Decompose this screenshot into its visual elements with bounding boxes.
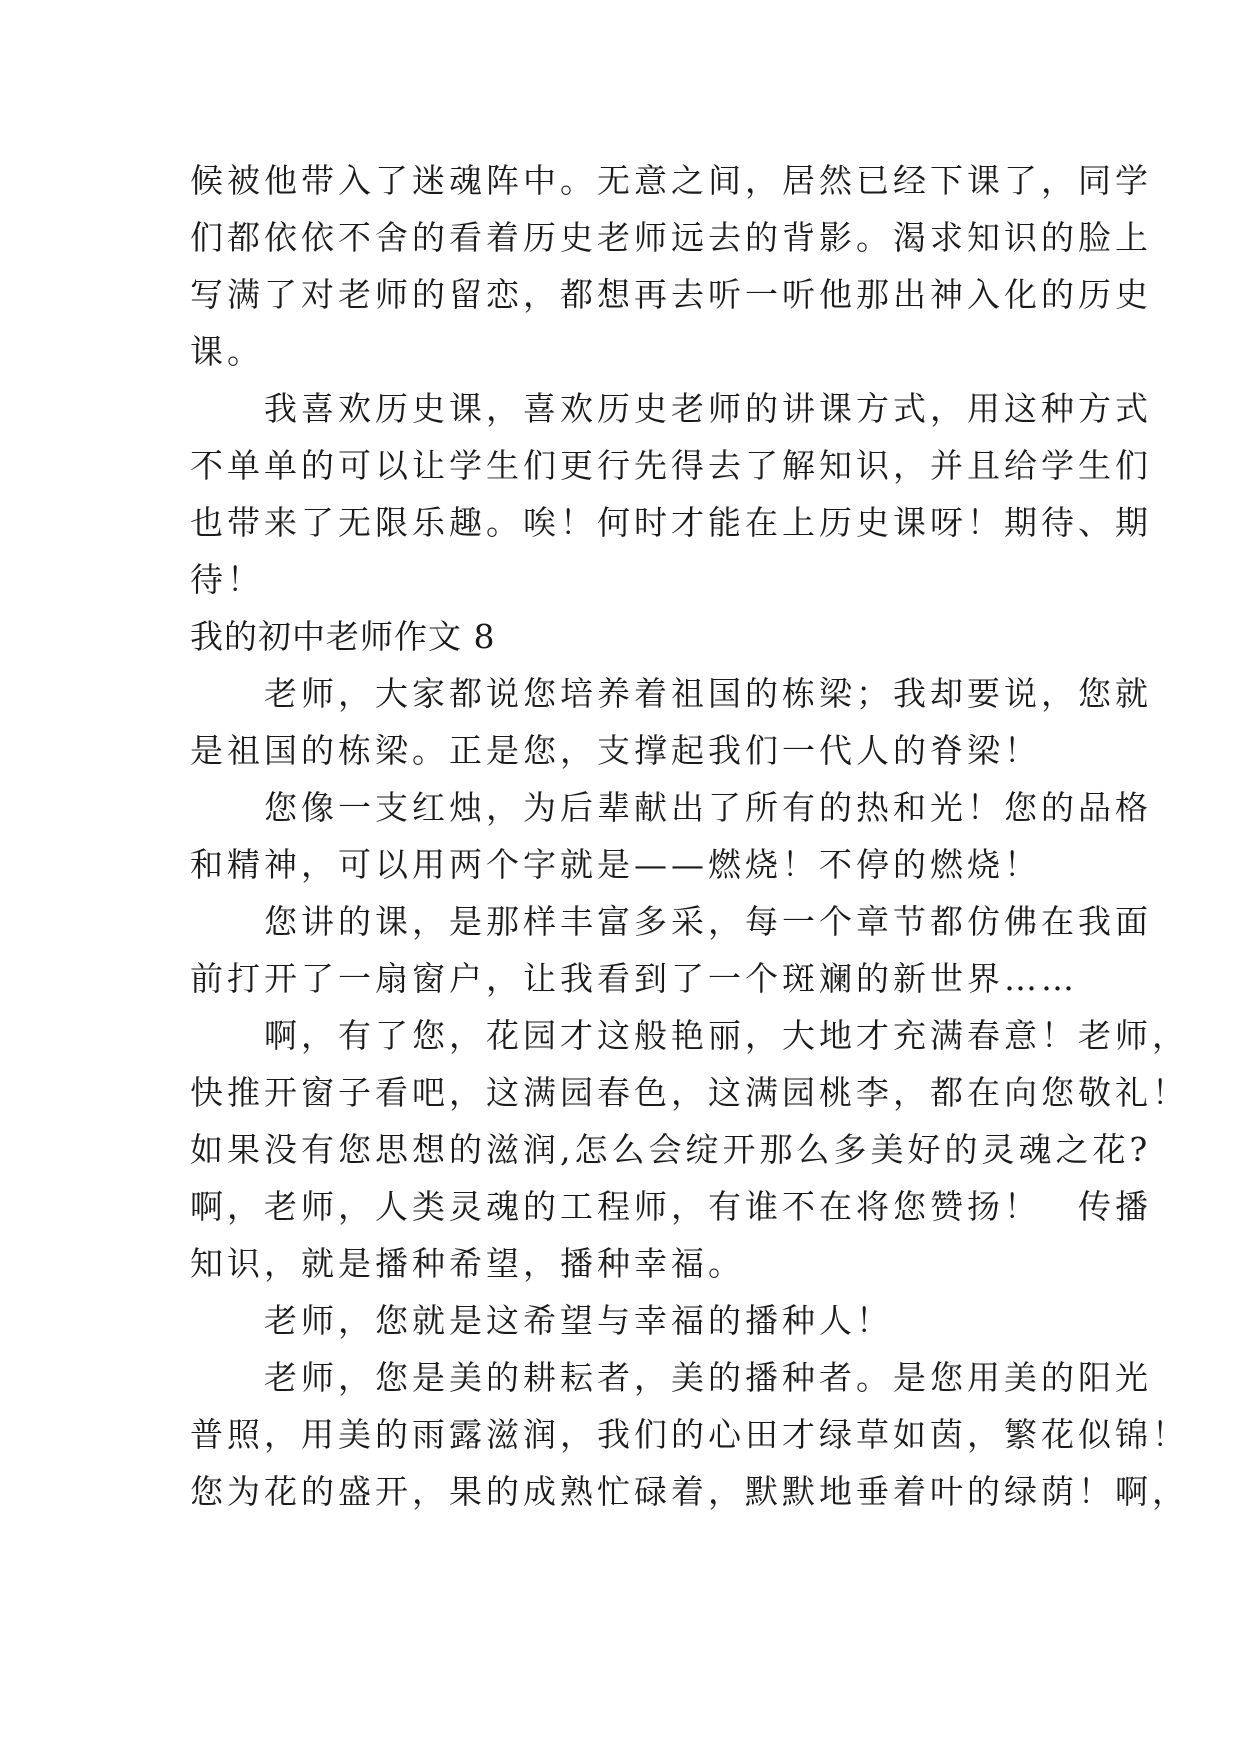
text-line: 候被他带入了迷魂阵中。无意之间，居然已经下课了，同学 <box>190 161 1152 200</box>
paragraph-first-line: 您讲的课，是那样丰富多采，每一个章节都仿佛在我面 <box>264 902 1152 941</box>
text-line: 知识，就是播种希望，播种幸福。 <box>190 1244 745 1283</box>
text-line: 您为花的盛开，果的成熟忙碌着，默默地垂着叶的绿荫！啊， <box>190 1472 1189 1511</box>
paragraph-first-line: 您像一支红烛，为后辈献出了所有的热和光！您的品格 <box>264 788 1152 827</box>
text-line: 们都依依不舍的看着历史老师远去的背影。渴求知识的脸上 <box>190 218 1152 257</box>
text-line: 和精神，可以用两个字就是——燃烧！不停的燃烧！ <box>190 845 1041 884</box>
text-line: 前打开了一扇窗户，让我看到了一个斑斓的新世界…… <box>190 959 1078 998</box>
text-line: 课。 <box>190 332 264 371</box>
document-body <box>190 152 1189 1520</box>
text-line: 如果没有您思想的滋润,怎么会绽开那么多美好的灵魂之花? <box>190 1130 1152 1169</box>
text-line: 不单单的可以让学生们更行先得去了解知识，并且给学生们 <box>190 446 1152 485</box>
paragraph-first-line: 老师，您就是这希望与幸福的播种人！ <box>264 1301 893 1340</box>
section-heading: 我的初中老师作文 8 <box>190 617 496 656</box>
text-line: 待！ <box>190 560 264 599</box>
text-line: 普照，用美的雨露滋润，我们的心田才绿草如茵，繁花似锦！ <box>190 1415 1189 1454</box>
text-line: 写满了对老师的留恋，都想再去听一听他那出神入化的历史 <box>190 275 1152 314</box>
text-line: 啊，老师，人类灵魂的工程师，有谁不在将您赞扬！ 传播 <box>190 1187 1152 1226</box>
paragraph-first-line: 啊，有了您，花园才这般艳丽，大地才充满春意！老师， <box>264 1016 1189 1055</box>
text-line: 快推开窗子看吧，这满园春色，这满园桃李，都在向您敬礼！ <box>190 1073 1189 1112</box>
paragraph-first-line: 我喜欢历史课，喜欢历史老师的讲课方式，用这种方式 <box>264 389 1152 428</box>
text-line: 是祖国的栋梁。正是您，支撑起我们一代人的脊梁！ <box>190 731 1041 770</box>
text-line: 也带来了无限乐趣。唉！何时才能在上历史课呀！期待、期 <box>190 503 1152 542</box>
paragraph-first-line: 老师，大家都说您培养着祖国的栋梁；我却要说，您就 <box>264 674 1152 713</box>
paragraph-first-line: 老师，您是美的耕耘者，美的播种者。是您用美的阳光 <box>264 1358 1152 1397</box>
